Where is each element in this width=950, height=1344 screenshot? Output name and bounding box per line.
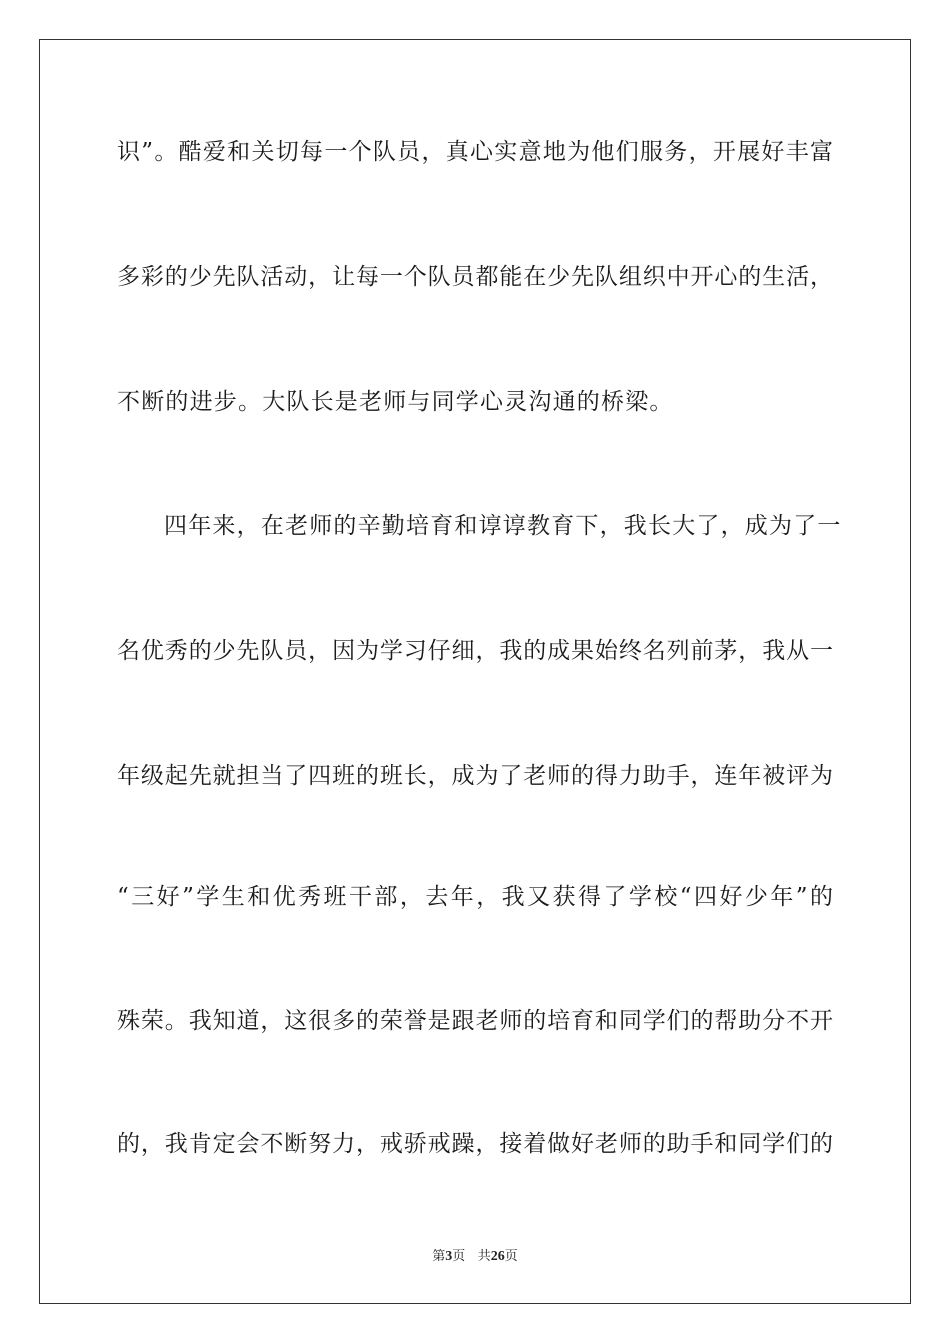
text-line-6: 年级起先就担当了四班的班长，成为了老师的得力助手，连年被评为 [117,763,833,789]
total-prefix: 共 [477,1249,491,1264]
text-line-3: 不断的进步。大队长是老师与同学心灵沟通的桥梁。 [117,389,674,415]
total-suffix: 页 [504,1249,518,1264]
page-suffix: 页 [452,1249,466,1264]
text-line-5: 名优秀的少先队员，因为学习仔细，我的成果始终名列前茅，我从一 [117,638,833,664]
text-line-1: 识”。酷爱和关切每一个队员，真心实意地为他们服务，开展好丰富 [117,139,833,165]
total-pages: 26 [490,1249,505,1264]
text-line-7: “三好”学生和优秀班干部，去年，我又获得了学校“四好少年”的 [117,884,833,910]
page-prefix: 第 [432,1249,446,1264]
text-line-9: 的，我肯定会不断努力，戒骄戒躁，接着做好老师的助手和同学们的 [117,1131,833,1157]
text-line-2: 多彩的少先队活动，让每一个队员都能在少先队组织中开心的生活， [117,264,833,290]
page-number: 3 [445,1249,453,1264]
page-border [39,39,911,1304]
text-line-8: 殊荣。我知道，这很多的荣誉是跟老师的培育和同学们的帮助分不开 [117,1008,833,1034]
text-line-4-indented: 四年来，在老师的辛勤培育和谆谆教育下，我长大了，成为了一 [164,513,842,539]
page-footer [0,1248,950,1266]
